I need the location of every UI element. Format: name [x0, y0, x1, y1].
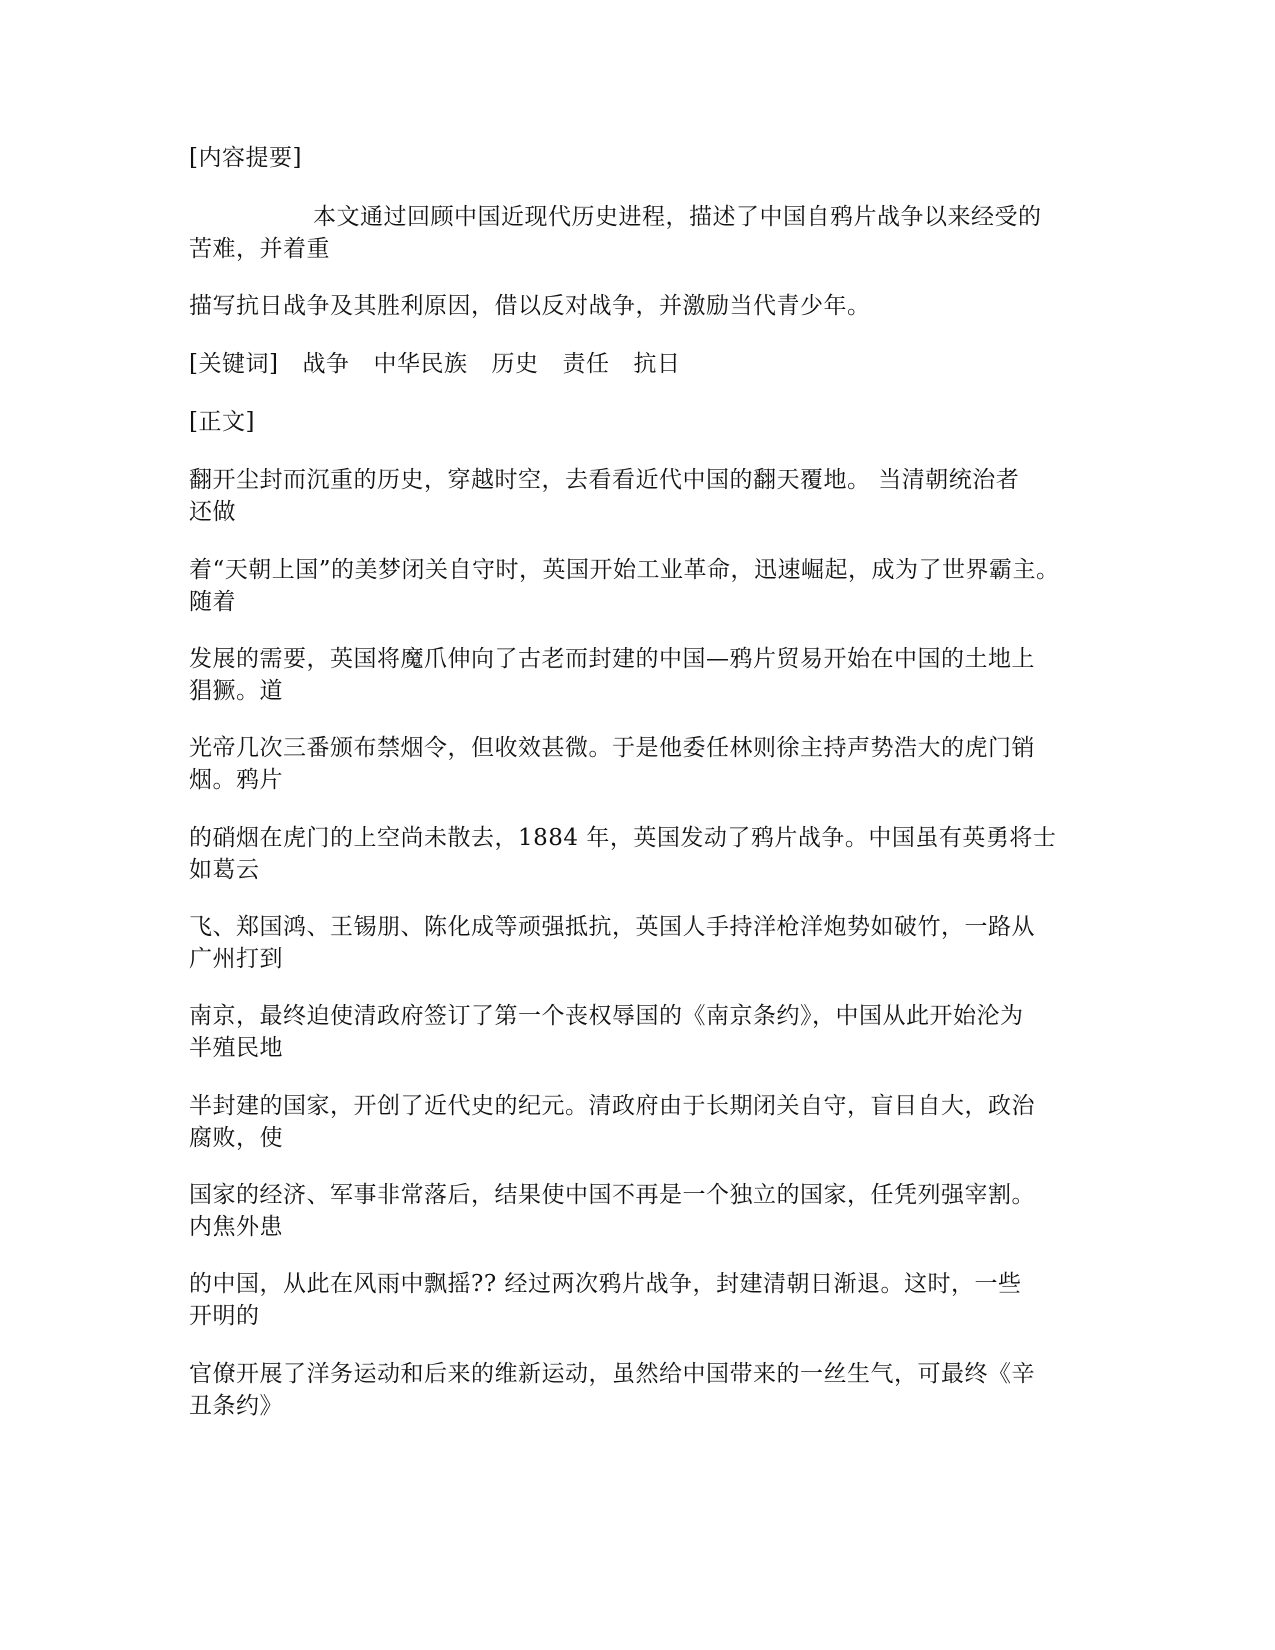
body-line: 随着	[189, 589, 236, 615]
body-line: 飞、郑国鸿、王锡朋、陈化成等顽强抵抗，英国人手持洋枪洋炮势如破竹，一路从	[189, 914, 1035, 940]
keywords-row	[189, 348, 1089, 380]
body-line: 光帝几次三番颁布禁烟令，但收效甚微。于是他委任林则徐主持声势浩大的虎门销	[189, 735, 1035, 761]
body-line: 腐败，使	[189, 1125, 283, 1151]
body-paragraph	[189, 732, 1089, 796]
abstract-line-3: 描写抗日战争及其胜利原因，借以反对战争，并激励当代青少年。	[189, 293, 871, 319]
body-line: 开明的	[189, 1303, 260, 1329]
body-paragraph	[189, 554, 1089, 618]
keyword-item: 抗日	[633, 351, 681, 377]
body-line: 丑条约》	[189, 1393, 283, 1419]
body-line: 国家的经济、军事非常落后，结果使中国不再是一个独立的国家，任凭列强宰割。	[189, 1182, 1035, 1208]
body-paragraph	[189, 643, 1089, 707]
body-line: 广州打到	[189, 946, 283, 972]
abstract-label: [内容提要]	[189, 145, 302, 171]
body-paragraph	[189, 1090, 1089, 1154]
body-line: 半封建的国家，开创了近代史的纪元。清政府由于长期闭关自守，盲目自大，政治	[189, 1093, 1035, 1119]
body-line: 的中国，从此在风雨中飘摇?? 经过两次鸦片战争，封建清朝日渐退。这时，一些	[189, 1271, 1022, 1297]
body-line: 烟。鸦片	[189, 767, 283, 793]
body-paragraph	[189, 1268, 1089, 1332]
body-line: 如葛云	[189, 857, 260, 883]
body-line: 发展的需要，英国将魔爪伸向了古老而封建的中国—鸦片贸易开始在中国的土地上	[189, 646, 1035, 672]
body-paragraph	[189, 1000, 1089, 1064]
body-line: 官僚开展了洋务运动和后来的维新运动，虽然给中国带来的一丝生气，可最终《辛	[189, 1361, 1035, 1387]
body-line: 南京，最终迫使清政府签订了第一个丧权辱国的《南京条约》，中国从此开始沦为	[189, 1003, 1024, 1029]
keywords-label: [关键词]	[189, 351, 279, 377]
body-paragraph	[189, 822, 1089, 886]
keyword-item: 责任	[562, 351, 610, 377]
body-line: 着“天朝上国”的美梦闭关自守时，英国开始工业革命，迅速崛起，成为了世界霸主。	[189, 557, 1060, 583]
body-paragraph	[189, 1358, 1089, 1422]
body-line: 翻开尘封而沉重的历史，穿越时空，去看看近代中国的翻天覆地。 当清朝统治者	[189, 467, 1020, 493]
keyword-item: 历史	[491, 351, 539, 377]
abstract-paragraph	[189, 201, 1089, 265]
keyword-item: 中华民族	[373, 351, 468, 377]
body-line: 半殖民地	[189, 1035, 283, 1061]
abstract-line-2: 苦难，并着重	[189, 236, 330, 262]
body-paragraph	[189, 911, 1089, 975]
body-line: 猖獗。道	[189, 678, 283, 704]
body-label: [正文]	[189, 409, 255, 435]
abstract-line-1: 本文通过回顾中国近现代历史进程，描述了中国自鸦片战争以来经受的	[313, 204, 1042, 230]
body-line: 内焦外患	[189, 1214, 283, 1240]
keyword-item: 战争	[302, 351, 350, 377]
body-paragraph	[189, 1179, 1089, 1243]
body-line: 的硝烟在虎门的上空尚未散去，1884 年，英国发动了鸦片战争。中国虽有英勇将士	[189, 825, 1057, 851]
body-paragraph	[189, 464, 1089, 528]
body-line: 还做	[189, 499, 236, 525]
